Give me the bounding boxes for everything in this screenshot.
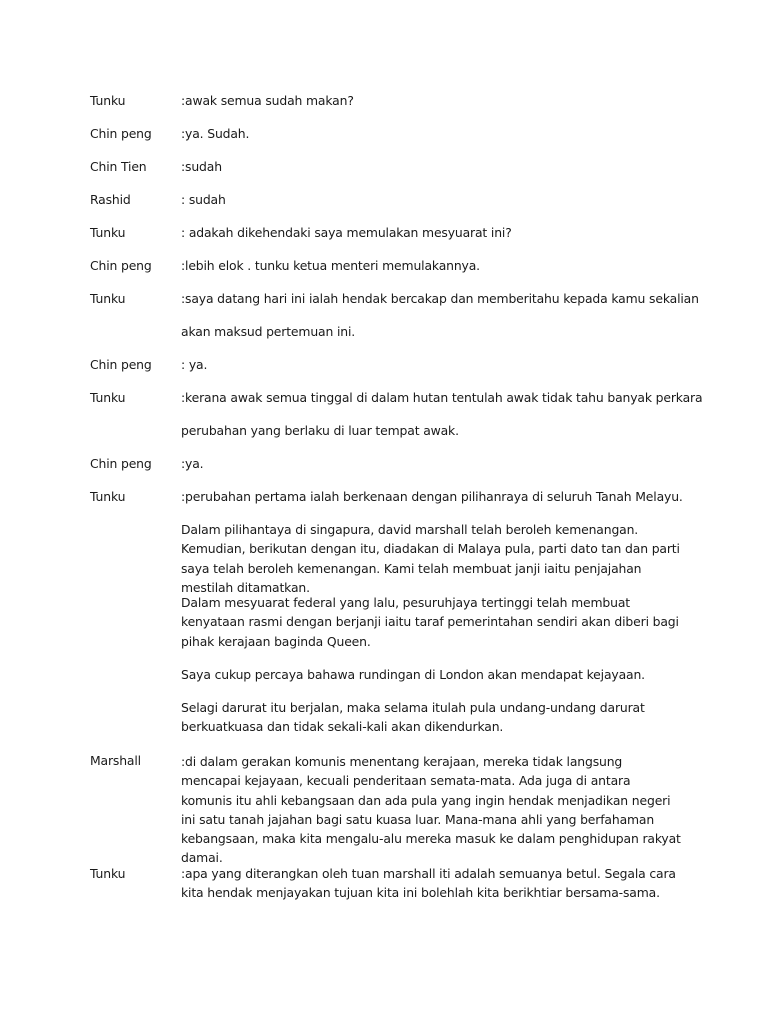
speaker-name: Chin peng [90, 357, 152, 372]
dialogue-line: :ya. Sudah. [181, 126, 250, 141]
dialogue-paragraph: :di dalam gerakan komunis menentang kerajaan, mereka tidak langsung mencapai kejayaan, kecuali penderitaan semata-mata. Ada juga di antara komunis itu ahli kebangsaan dan ada pula yang ingin hendak menjadikan negeri ini satu tanah jajahan bagi satu kuasa luar. Mana-mana ahli yang berfahaman kebangsaan, maka kita mengalu-alu mereka masuk ke dalam penghidupan rakyat damai. [181, 754, 681, 866]
speaker-name: Chin peng [90, 258, 152, 273]
speaker-name: Tunku [90, 225, 126, 240]
dialogue-line: : sudah [181, 192, 226, 207]
speaker-name: Rashid [90, 192, 131, 207]
dialogue-line: : ya. [181, 357, 208, 372]
dialogue-line-continuation: akan maksud pertemuan ini. [181, 324, 356, 339]
dialogue-line: :sudah [181, 159, 222, 174]
dialogue-line: :saya datang hari ini ialah hendak bercakap dan memberitahu kepada kamu sekalian [181, 291, 699, 306]
dialogue-paragraph: Saya cukup percaya bahawa rundingan di London akan mendapat kejayaan. [181, 667, 645, 682]
speaker-name: Chin peng [90, 126, 152, 141]
speaker-name: Chin Tien [90, 159, 147, 174]
dialogue-paragraph: Selagi darurat itu berjalan, maka selama itulah pula undang-undang darurat berkuatkuasa dan tidak sekali-kali akan dikendurkan. [181, 700, 645, 735]
dialogue-paragraph: Dalam pilihantaya di singapura, david marshall telah beroleh kemenangan. Kemudian, berikutan dengan itu, diadakan di Malaya pula, parti dato tan dan parti saya telah beroleh kemenangan. Kami telah membuat janji iaitu penjajahan mestilah ditamatkan. [181, 522, 680, 595]
dialogue-line-continuation: perubahan yang berlaku di luar tempat awak. [181, 423, 459, 438]
speaker-name: Tunku [90, 93, 126, 108]
speaker-name: Tunku [90, 866, 126, 881]
speaker-name: Tunku [90, 291, 126, 306]
speaker-name: Marshall [90, 753, 141, 768]
dialogue-line: :ya. [181, 456, 204, 471]
dialogue-paragraph: Dalam mesyuarat federal yang lalu, pesuruhjaya tertinggi telah membuat kenyataan rasmi dengan berjanji iaitu taraf pemerintahan sendiri akan diberi bagi pihak kerajaan baginda Queen. [181, 595, 679, 649]
dialogue-line: :kerana awak semua tinggal di dalam hutan tentulah awak tidak tahu banyak perkara [181, 390, 703, 405]
speaker-name: Tunku [90, 489, 126, 504]
dialogue-line: :awak semua sudah makan? [181, 93, 354, 108]
speaker-name: Tunku [90, 390, 126, 405]
dialogue-paragraph: :apa yang diterangkan oleh tuan marshall iti adalah semuanya betul. Segala cara kita hendak menjayakan tujuan kita ini bolehlah kita berikhtiar bersama-sama. [181, 866, 676, 901]
dialogue-line: :perubahan pertama ialah berkenaan dengan pilihanraya di seluruh Tanah Melayu. [181, 489, 683, 504]
speaker-name: Chin peng [90, 456, 152, 471]
dialogue-line: :lebih elok . tunku ketua menteri memulakannya. [181, 258, 480, 273]
dialogue-line: : adakah dikehendaki saya memulakan mesyuarat ini? [181, 225, 512, 240]
